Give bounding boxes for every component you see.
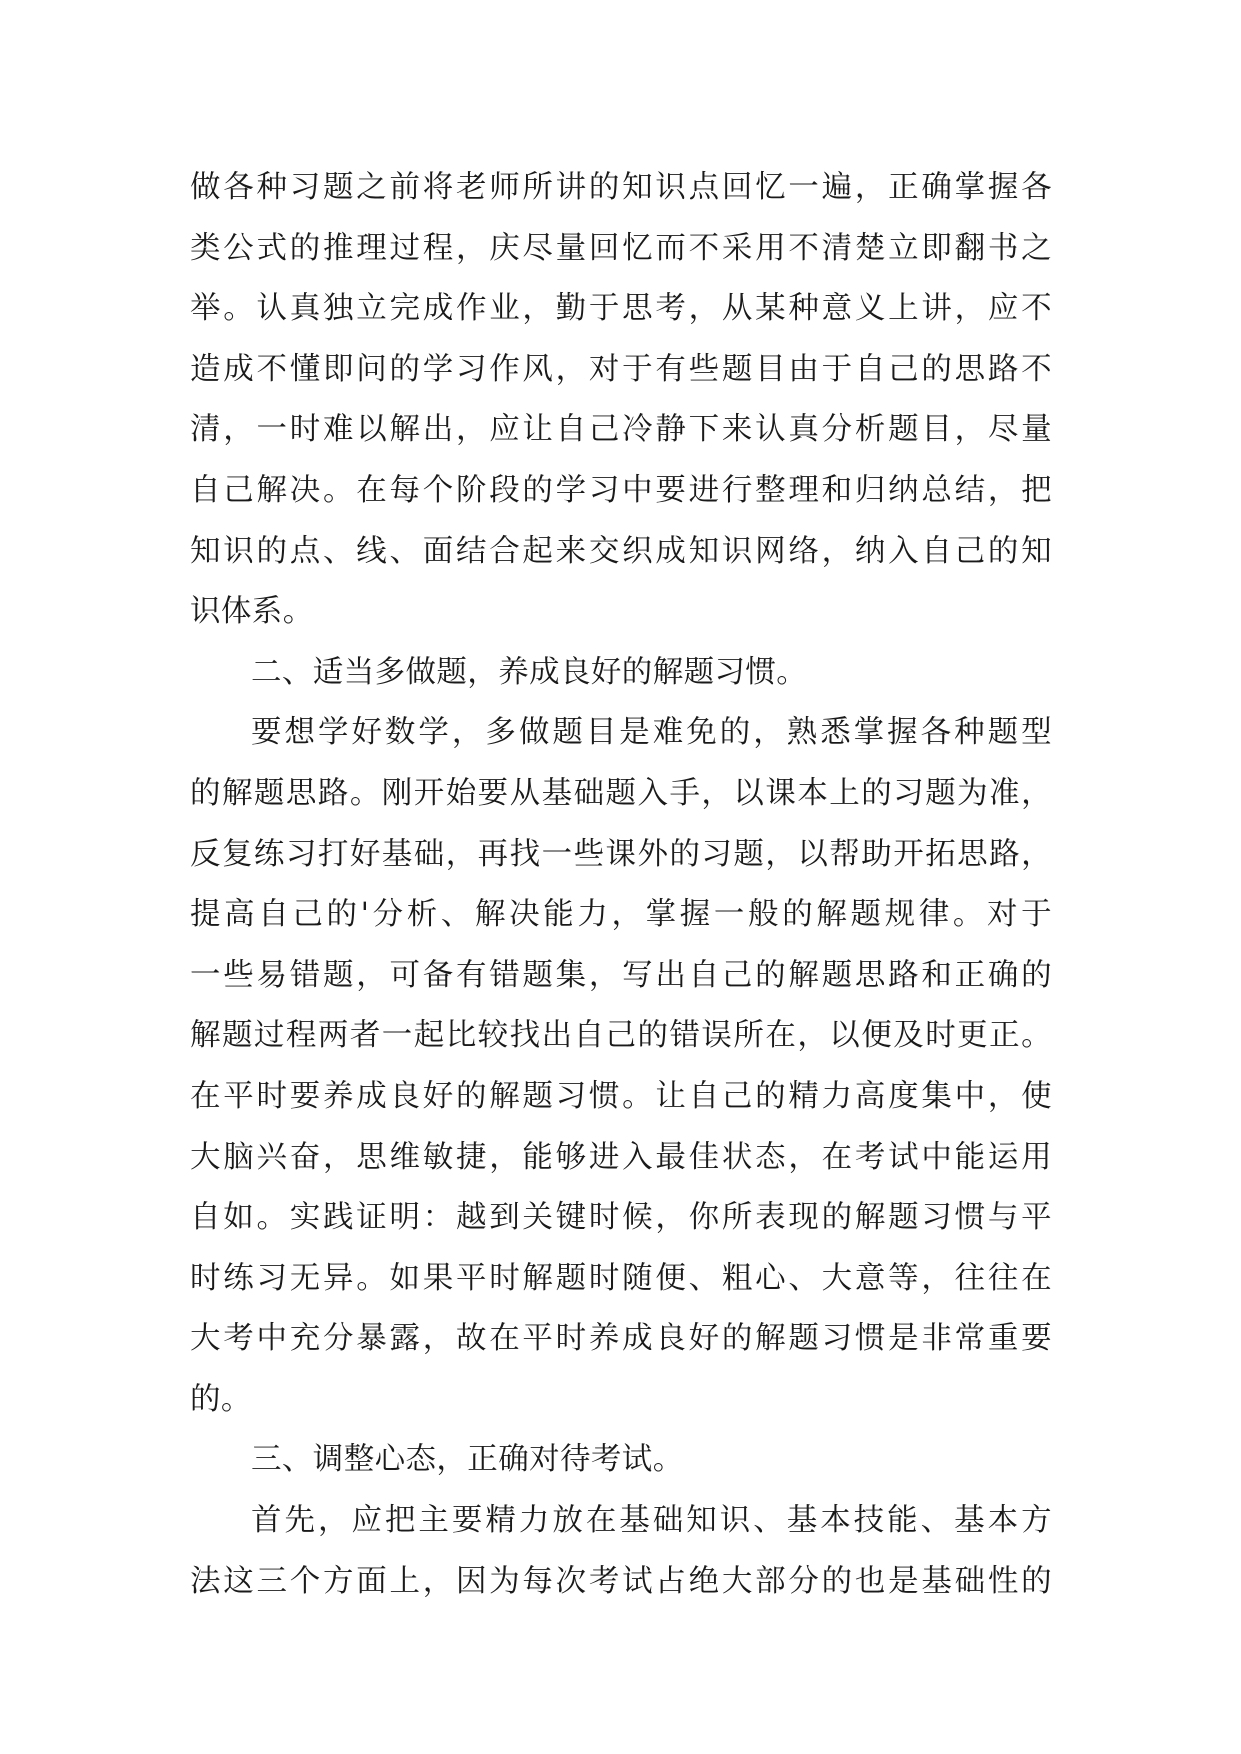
text-line: 法这三个方面上，因为每次考试占绝大部分的也是基础性的 — [190, 1563, 1052, 1599]
text-line: 自己解决。在每个阶段的学习中要进行整理和归纳总结，把 — [190, 472, 1052, 508]
text-line: 三、调整心态，正确对待考试。 — [251, 1442, 684, 1478]
text-line: 首先，应把主要精力放在基础知识、基本技能、基本方 — [251, 1503, 1052, 1539]
text-line: 类公式的推理过程，庆尽量回忆而不采用不清楚立即翻书之 — [190, 230, 1052, 266]
text-line: 大脑兴奋，思维敏捷，能够进入最佳状态，在考试中能运用 — [190, 1139, 1052, 1175]
text-line: 一些易错题，可备有错题集，写出自己的解题思路和正确的 — [190, 957, 1052, 993]
document-body — [190, 158, 1052, 1612]
text-line: 时练习无异。如果平时解题时随便、粗心、大意等，往往在 — [190, 1260, 1052, 1296]
text-line: 在平时要养成良好的解题习惯。让自己的精力高度集中，使 — [190, 1078, 1052, 1114]
text-line: 大考中充分暴露，故在平时养成良好的解题习惯是非常重要 — [190, 1321, 1052, 1357]
text-line: 的解题思路。刚开始要从基础题入手，以课本上的习题为准， — [190, 775, 1052, 811]
text-line: 做各种习题之前将老师所讲的知识点回忆一遍，正确掌握各 — [190, 170, 1052, 205]
text-line: 自如。实践证明：越到关键时候，你所表现的解题习惯与平 — [190, 1200, 1052, 1236]
text-line: 清，一时难以解出，应让自己冷静下来认真分析题目，尽量 — [190, 412, 1052, 448]
text-line: 提高自己的'分析、解决能力，掌握一般的解题规律。对于 — [190, 897, 1052, 933]
text-line: 举。认真独立完成作业，勤于思考，从某种意义上讲，应不 — [190, 291, 1052, 327]
text-line: 二、适当多做题，养成良好的解题习惯。 — [251, 654, 808, 690]
text-line: 解题过程两者一起比较找出自己的错误所在，以便及时更正。 — [190, 1018, 1052, 1054]
text-line: 知识的点、线、面结合起来交织成知识网络，纳入自己的知 — [190, 533, 1052, 569]
text-line: 反复练习打好基础，再找一些课外的习题，以帮助开拓思路， — [190, 836, 1052, 872]
text-line: 的。 — [190, 1381, 252, 1417]
text-line: 识体系。 — [190, 594, 314, 630]
text-line: 造成不懂即问的学习作风，对于有些题目由于自己的思路不 — [190, 351, 1052, 387]
text-line: 要想学好数学，多做题目是难免的，熟悉掌握各种题型 — [251, 715, 1052, 751]
